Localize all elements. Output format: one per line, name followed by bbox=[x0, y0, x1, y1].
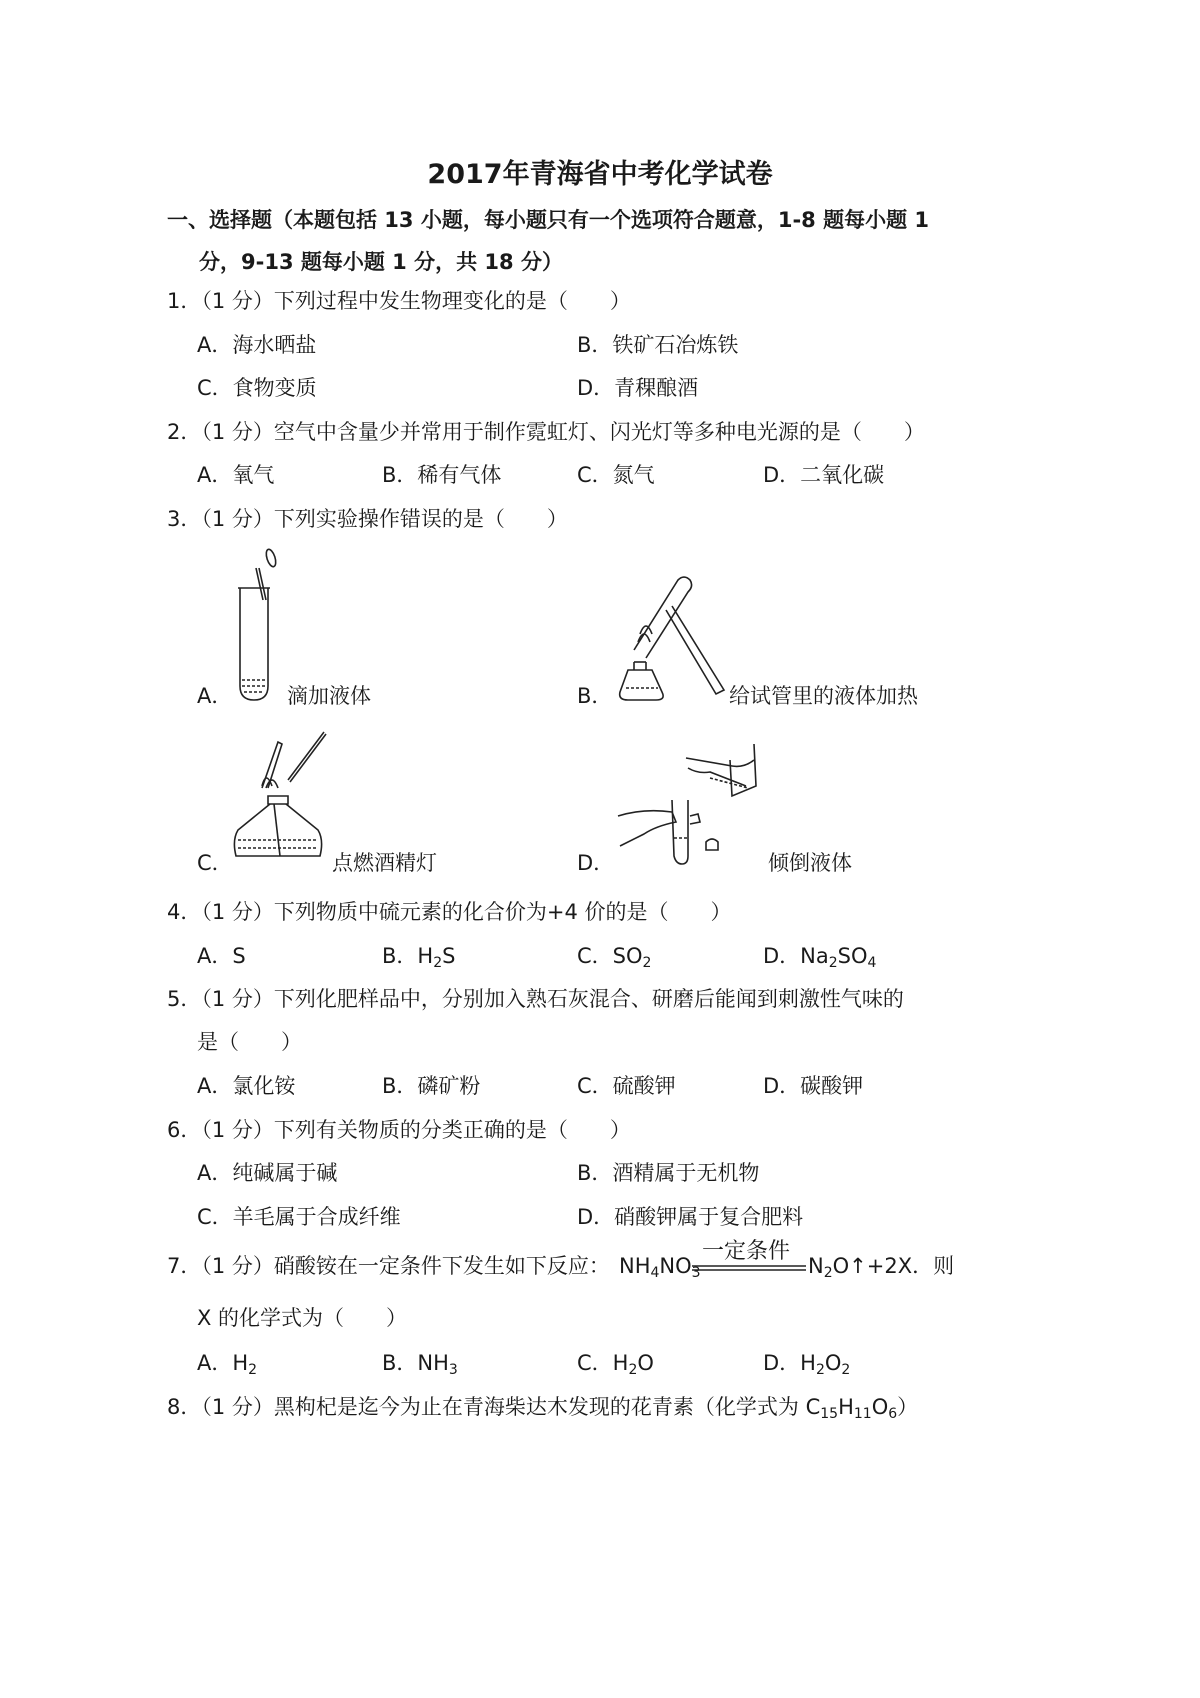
q1-option-b: B．铁矿石冶炼铁 bbox=[577, 333, 739, 357]
question-2-stem: 2．（1 分）空气中含量少并常用于制作霓虹灯、闪光灯等多种电光源的是（ ） bbox=[167, 420, 925, 444]
question-6-stem: 6．（1 分）下列有关物质的分类正确的是（ ） bbox=[167, 1118, 631, 1142]
q1-option-a: A．海水晒盐 bbox=[197, 333, 317, 357]
q1-option-c: C．食物变质 bbox=[197, 376, 317, 400]
q7-equals-sign bbox=[692, 1264, 806, 1272]
q3-option-a-letter: A． bbox=[197, 684, 233, 708]
q5-option-b: B．磷矿粉 bbox=[382, 1074, 481, 1098]
q3-option-d-letter: D． bbox=[577, 851, 615, 875]
q2-option-b: B．稀有气体 bbox=[382, 463, 502, 487]
question-5-stem-line2: 是（ ） bbox=[197, 1030, 302, 1054]
q7-product: $N_2O↑+2X$．则 bbox=[808, 1254, 955, 1281]
q7-option-c: C．$H_2O$ bbox=[577, 1351, 654, 1378]
q7-reaction-condition: 一定条件 bbox=[702, 1239, 791, 1264]
q6-option-c: C．羊毛属于合成纤维 bbox=[197, 1205, 401, 1229]
q2-option-a: A．氧气 bbox=[197, 463, 275, 487]
q4-option-c: C．$SO_2$ bbox=[577, 944, 652, 971]
question-8-stem: 8．（1 分）黑枸杞是迄今为止在青海柴达木发现的花青素（化学式为 $C_{15}H_{11}O_6$） bbox=[167, 1395, 919, 1422]
q2-option-c: C．氮气 bbox=[577, 463, 655, 487]
question-4-stem: 4．（1 分）下列物质中硫元素的化合价为+4 价的是（ ） bbox=[167, 900, 732, 924]
q7-option-a: A．$H_2$ bbox=[197, 1351, 258, 1378]
page-title: 2017年青海省中考化学试卷 bbox=[427, 159, 773, 190]
q3-option-b-caption: 给试管里的液体加热 bbox=[729, 684, 918, 708]
q3-option-b-letter: B． bbox=[577, 684, 613, 708]
q6-option-a: A．纯碱属于碱 bbox=[197, 1161, 338, 1185]
section-heading-line1: 一、选择题（本题包括 13 小题，每小题只有一个选项符合题意，1-8 题每小题 1 bbox=[167, 208, 930, 232]
question-7-stem-line2: X 的化学式为（ ） bbox=[197, 1306, 408, 1330]
section-heading-line2: 分，9-13 题每小题 1 分，共 18 分） bbox=[199, 250, 563, 274]
heating-test-tube-figure bbox=[610, 566, 730, 706]
q5-option-c: C．硫酸钾 bbox=[577, 1074, 676, 1098]
question-5-stem-line1: 5．（1 分）下列化肥样品中，分别加入熟石灰混合、研磨后能闻到刺激性气味的 bbox=[167, 987, 904, 1011]
alcohol-lamp-figure bbox=[228, 730, 328, 868]
pouring-liquid-figure bbox=[614, 738, 764, 868]
q5-option-a: A．氯化铵 bbox=[197, 1074, 296, 1098]
q7-reactant: $NH_4NO_3$ bbox=[619, 1254, 701, 1281]
q4-option-a: A．S bbox=[197, 944, 246, 968]
question-7-stem-prefix: 7．（1 分）硝酸铵在一定条件下发生如下反应： bbox=[167, 1254, 610, 1278]
q2-option-d: D．二氧化碳 bbox=[763, 463, 885, 487]
q4-option-d: D．$Na_2SO_4$ bbox=[763, 944, 877, 971]
q7-option-b: B．$NH_3$ bbox=[382, 1351, 458, 1378]
q7-option-d: D．$H_2O_2$ bbox=[763, 1351, 851, 1378]
q5-option-d: D．碳酸钾 bbox=[763, 1074, 864, 1098]
question-3-stem: 3．（1 分）下列实验操作错误的是（ ） bbox=[167, 507, 568, 531]
q3-option-c-caption: 点燃酒精灯 bbox=[332, 851, 437, 875]
q3-option-c-letter: C． bbox=[197, 851, 233, 875]
question-1-stem: 1．（1 分）下列过程中发生物理变化的是（ ） bbox=[167, 289, 631, 313]
q1-option-d: D．青稞酿酒 bbox=[577, 376, 699, 400]
dropper-test-tube-figure bbox=[226, 548, 282, 704]
q4-option-b: B．$H_2S$ bbox=[382, 944, 456, 971]
q6-option-b: B．酒精属于无机物 bbox=[577, 1161, 760, 1185]
q3-option-d-caption: 倾倒液体 bbox=[768, 851, 852, 875]
q3-option-a-caption: 滴加液体 bbox=[287, 684, 371, 708]
q6-option-d: D．硝酸钾属于复合肥料 bbox=[577, 1205, 804, 1229]
